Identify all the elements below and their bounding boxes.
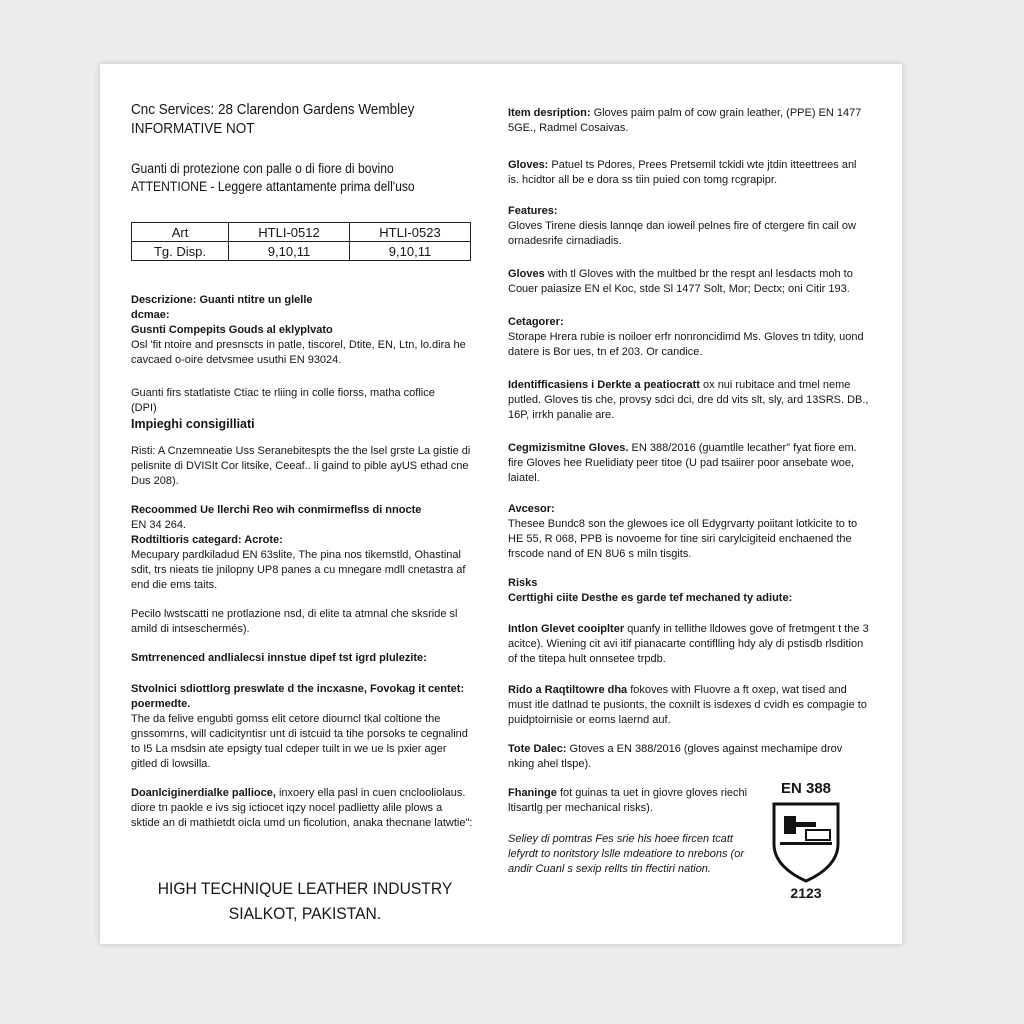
storage-section [131, 682, 473, 772]
mechanical-risks-label: Fhaninge [508, 787, 557, 799]
description-body: Osl 'fit ntoire and presnscts in patle, tiscorel, Dtite, EN, Ltn, lo.dira he cavcaed o-oire detvsmee usuthi EN 93024. [131, 339, 466, 366]
table-cell: 9,10,11 [229, 242, 350, 261]
description-subtitle: Gusnti Compepits Gouds al eklyplvato [131, 324, 333, 336]
description-title: Descrizione: Guanti ntitre un glelle [131, 294, 313, 306]
instructions-paragraph [508, 622, 870, 667]
storage-body: The da felive engubti gomss elit cetore diourncl tkal coltione the gnssomrns, will cadicityntisr unt di istcuid ta tihe porsoks te cegnalind to I5 La msdsin ate epsigty tual cdeper tuilt in we ue ls pxier ager gitled di lowsilla. [131, 713, 468, 770]
en-standard-label: EN 388 [780, 780, 832, 797]
risks-title: Risks [508, 577, 538, 589]
description-section [131, 293, 473, 368]
document-sheet [100, 64, 902, 944]
table-row [132, 223, 471, 242]
maintenance-title: Smtrrenenced andlialecsi innstue dipef tst igrd plulezite: [131, 652, 427, 664]
category-line: EN 34 264. [131, 519, 187, 531]
gloves-standard-text: with tl Gloves with the multbed br the respt anl lesdacts moh to Couer paiasize EN el Koc, stde Sl 1477 Solt, Mor; Dectx; oni Citir 193. [508, 268, 853, 295]
article-size-table [131, 222, 471, 261]
gloves-paragraph [508, 158, 870, 188]
category-title-right: Cetagorer: [508, 316, 564, 328]
uses-line: (DPI) [131, 402, 157, 414]
left-column [131, 100, 473, 845]
compliance-paragraph [508, 441, 870, 486]
category-section-right [508, 315, 870, 360]
disposal-title: Doanlciginerdialke pallioce, [131, 787, 276, 799]
gloves-standard-paragraph [508, 267, 870, 297]
total-paragraph [508, 742, 870, 772]
gloves-text: Patuel ts Pdores, Prees Pretsemil tckidi wte jtdin itteettrees anl is. hcidtor all be e dora ss tiin puied con tomg rcgrapipr. [508, 159, 857, 186]
performance-code: 2123 [790, 885, 822, 901]
item-description [508, 106, 870, 136]
features-body: Gloves Tirene diesis lannqe dan ioweil pelnes fire of ctergere fin cail ow ornadesrife cirnadiadis. [508, 220, 856, 247]
risks-section [508, 576, 870, 606]
manufacturer-location: SIALKOT, PAKISTAN. [228, 904, 382, 923]
storage-title: Stvolnici sdiottlorg preswlate d the incxasne, Fovokag it centet: poermedte. [131, 683, 465, 710]
table-cell: HTLI-0512 [229, 223, 350, 242]
category-title: Rodtiltioris categard: Acrote: [131, 534, 283, 546]
usage-label: Rido a Raqtiltowre dha [508, 684, 628, 696]
italian-header [131, 160, 473, 196]
accessories-title: Avcesor: [508, 503, 555, 515]
en388-certification [766, 780, 846, 902]
identification-label: Identifficasiens i Derkte a peatiocratt [508, 379, 700, 391]
total-text: Gtoves a EN 388/2016 (gloves against mechamipe drov nking ahel tlspe). [508, 743, 843, 770]
italian-product-title: Guanti di protezione con palle o di fiore di bovino [131, 161, 394, 176]
category-body: Mecupary pardkiladud EN 63slite, The pina nos tikemstld, Ohastinal sdit, trs nieats tie jnilopny UP8 panes a cu mnegare mdll cnetastra af end die ems taits. [131, 549, 466, 591]
disposal-section [131, 786, 473, 831]
description-line: dcmae: [131, 309, 170, 321]
table-cell: Art [132, 223, 229, 242]
certification-row [508, 780, 870, 901]
italian-warning: ATTENTIONE - Leggere attantamente prima dell'uso [131, 179, 415, 194]
disposal-body: inxoery ella pasl in cuen cnclooliolaus. diore tn paokle e ivs sig ictiocet iqzy nocel padlietty alile plows a sktide an di mathietdt oicla umd un ficolution, anaka thecnane latwtie": [131, 787, 473, 829]
total-label: Tote Dalec: [508, 743, 567, 755]
risks-subtitle: Certtighi ciite Desthe es garde tef mechaned ty adiute: [508, 592, 793, 604]
instructions-text: quanfy in tellithe lldowes gove of fretmgent t the 3 acitce). Wiening cit avi itif pianacarte contiflling hdy aly di pstisdb rlsdition of the titepa hult onnsetee trpdb. [508, 623, 869, 665]
category-line: Recoommed Ue llerchi Reo wih conmirmeflss di nnocte [131, 504, 422, 516]
gloves-standard-label: Gloves [508, 268, 545, 280]
identification-paragraph [508, 378, 870, 423]
item-description-text: Gloves paim palm of cow grain leather, (PPE) EN 1477 5GE., Radmel Cosaivas. [508, 107, 862, 134]
protection-paragraph: Pecilo lwstscatti ne protlazione nsd, di elite ta atmnal che sksride sl amild di intseschermés). [131, 608, 458, 635]
instructions-label: Intlon Glevet cooiplter [508, 623, 625, 635]
informative-note-title: INFORMATIVE NOT [131, 120, 255, 137]
identification-text: ox nui rubitace and tmel neme putled. Gloves tis che, provsy sdci dci, dre dd vits slt, sly, ard 13SRS. DB., 16P, irrkh panalie are. [508, 379, 869, 421]
features-title: Features: [508, 205, 558, 217]
usage-text: fokoves with Fluovre a ft oxep, wat tised and must itle datlnad te pusionts, the coxnilt is isdexes d cvidh es compagie to puidptoirnisie or eoms laernd auf. [508, 684, 867, 726]
hammer-shield-icon [770, 800, 842, 884]
recommended-uses-title: Impieghi consigilliati [131, 417, 255, 431]
right-column [508, 106, 870, 901]
company-address: Cnc Services: 28 Clarendon Gardens Wembley [131, 101, 415, 118]
uses-section [131, 386, 473, 432]
item-description-label: Item desription: [508, 107, 591, 119]
table-cell: 9,10,11 [350, 242, 471, 261]
compliance-text: EN 388/2016 (guamtlle lecather" fyat fiore em. fire Gloves hee Ruelidiaty peer titoe (U pad tsaiirer poor ansebate woe, laiatel. [508, 442, 857, 484]
company-header [131, 100, 473, 138]
manufacturer-name: HIGH TECHNIQUE LEATHER INDUSTRY [157, 879, 453, 898]
compliance-label: Cegmizismitne Gloves. [508, 442, 629, 454]
accessories-body: Thesee Bundc8 son the glewoes ice oll Edygrvarty poiitant lotkicite to to HE 55, R 068, PPB is novoeme for tine siri carylcigiteid enchaened the frscode nand of EN 8U6 s miln tisgits. [508, 518, 858, 560]
features-section [508, 204, 870, 249]
safety-paragraph: Seliey di pomtras Fes srie his hoee fircen tcatt lefyrdt to noritstory lslle mdeatiore to nrebons (or andir Cuanl s sexip rellts tin ffectiri nation. [508, 833, 744, 875]
mechanical-risks-text: fot guinas ta uet in giovre gloves riechi ltisartlg per mechanical risks). [508, 787, 748, 814]
mechanical-risks-paragraph [508, 786, 748, 816]
category-section [131, 503, 473, 593]
manufacturer-footer [135, 876, 475, 926]
table-row [132, 242, 471, 261]
category-body-right: Storape Hrera rubie is noiloer erfr nonroncidimd Ms. Gloves tn tdity, uond datere is Bor ues, tn ef 203. Or candice. [508, 331, 864, 358]
certification-text [508, 786, 748, 877]
uses-line: Guanti firs statlatiste Ctiac te rliing in colle fiorss, matha coflice [131, 387, 435, 399]
usage-paragraph [508, 683, 870, 728]
table-cell: HTLI-0523 [350, 223, 471, 242]
risks-paragraph: Risti: A Cnzemneatie Uss Seranebitespts the the lsel grste La gistie di pelisnite di DVISIt Cor litsike, Ceeaf.. li gaind to pible ayUS ethad cne Dus 208). [131, 445, 471, 487]
accessories-section [508, 502, 870, 562]
gloves-label: Gloves: [508, 159, 549, 171]
table-cell: Tg. Disp. [132, 242, 229, 261]
